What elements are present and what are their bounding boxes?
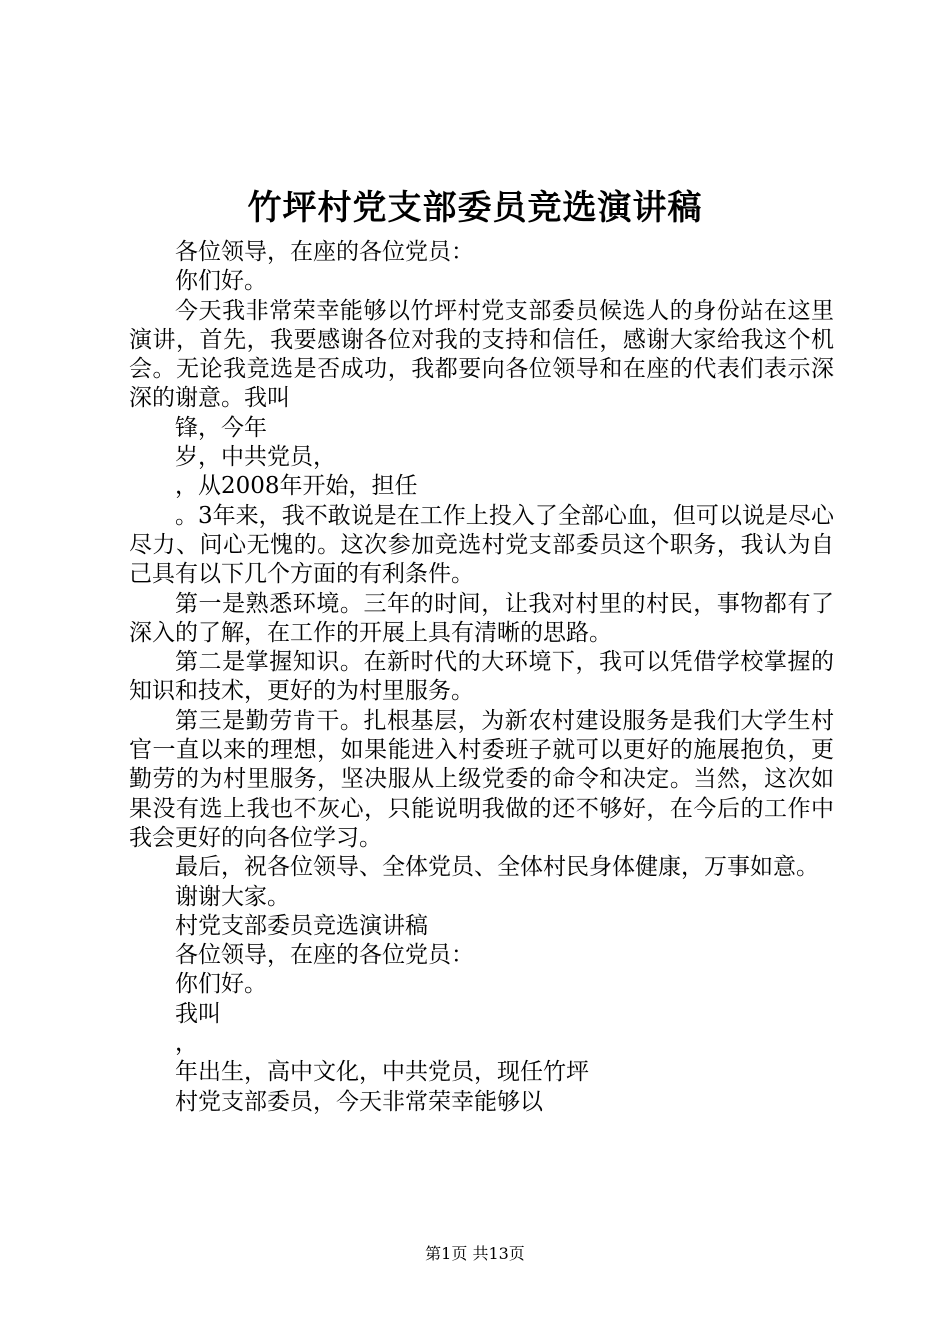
paragraph: 村党支部委员，今天非常荣幸能够以 xyxy=(175,1088,543,1115)
paragraph: 村党支部委员竞选演讲稿 xyxy=(175,912,428,939)
paragraph: 今天我非常荣幸能够以竹坪村党支部委员候选人的身份站在这里演讲，首先，我要感谢各位对我的支持和信任，感谢大家给我这个机会。无论我竞选是否成功，我都要向各位领导和在座的代表们表示深深的谢意。我叫 xyxy=(129,297,834,412)
paragraph: 年出生，高中文化，中共党员，现任竹坪 xyxy=(175,1059,589,1086)
paragraph: 你们好。 xyxy=(175,268,267,295)
document-title: 竹坪村党支部委员竞选演讲稿 xyxy=(247,188,703,228)
paragraph: 岁，中共党员， xyxy=(175,444,336,471)
paragraph: ，从2008年开始，担任 xyxy=(175,473,418,500)
paragraph: 最后，祝各位领导、全体党员、全体村民身体健康，万事如意。 xyxy=(175,854,819,881)
paragraph: 第二是掌握知识。在新时代的大环境下，我可以凭借学校掌握的知识和技术，更好的为村里服务。 xyxy=(129,649,834,705)
paragraph: 锋，今年 xyxy=(175,414,267,441)
paragraph: ， xyxy=(175,1030,198,1057)
paragraph: 你们好。 xyxy=(175,971,267,998)
paragraph: 各位领导，在座的各位党员： xyxy=(175,942,474,969)
paragraph: 第三是勤劳肯干。扎根基层，为新农村建设服务是我们大学生村官一直以来的理想，如果能进入村委班子就可以更好的施展抱负，更勤劳的为村里服务，坚决服从上级党委的命令和决定。当然，这次如果没有选上我也不灰心，只能说明我做的还不够好，在今后的工作中我会更好的向各位学习。 xyxy=(129,707,834,851)
paragraph: 第一是熟悉环境。三年的时间，让我对村里的村民，事物都有了深入的了解，在工作的开展上具有清晰的思路。 xyxy=(129,590,834,646)
paragraph: 各位领导，在座的各位党员： xyxy=(175,239,474,265)
page-number-footer: 第1页 共13页 xyxy=(425,1244,525,1263)
document-body xyxy=(129,238,834,1117)
paragraph: 谢谢大家。 xyxy=(175,883,290,910)
paragraph: 。3年来，我不敢说是在工作上投入了全部心血，但可以说是尽心尽力、问心无愧的。这次参加竞选村党支部委员这个职务，我认为自己具有以下几个方面的有利条件。 xyxy=(129,502,834,588)
paragraph: 我叫 xyxy=(175,1000,221,1027)
